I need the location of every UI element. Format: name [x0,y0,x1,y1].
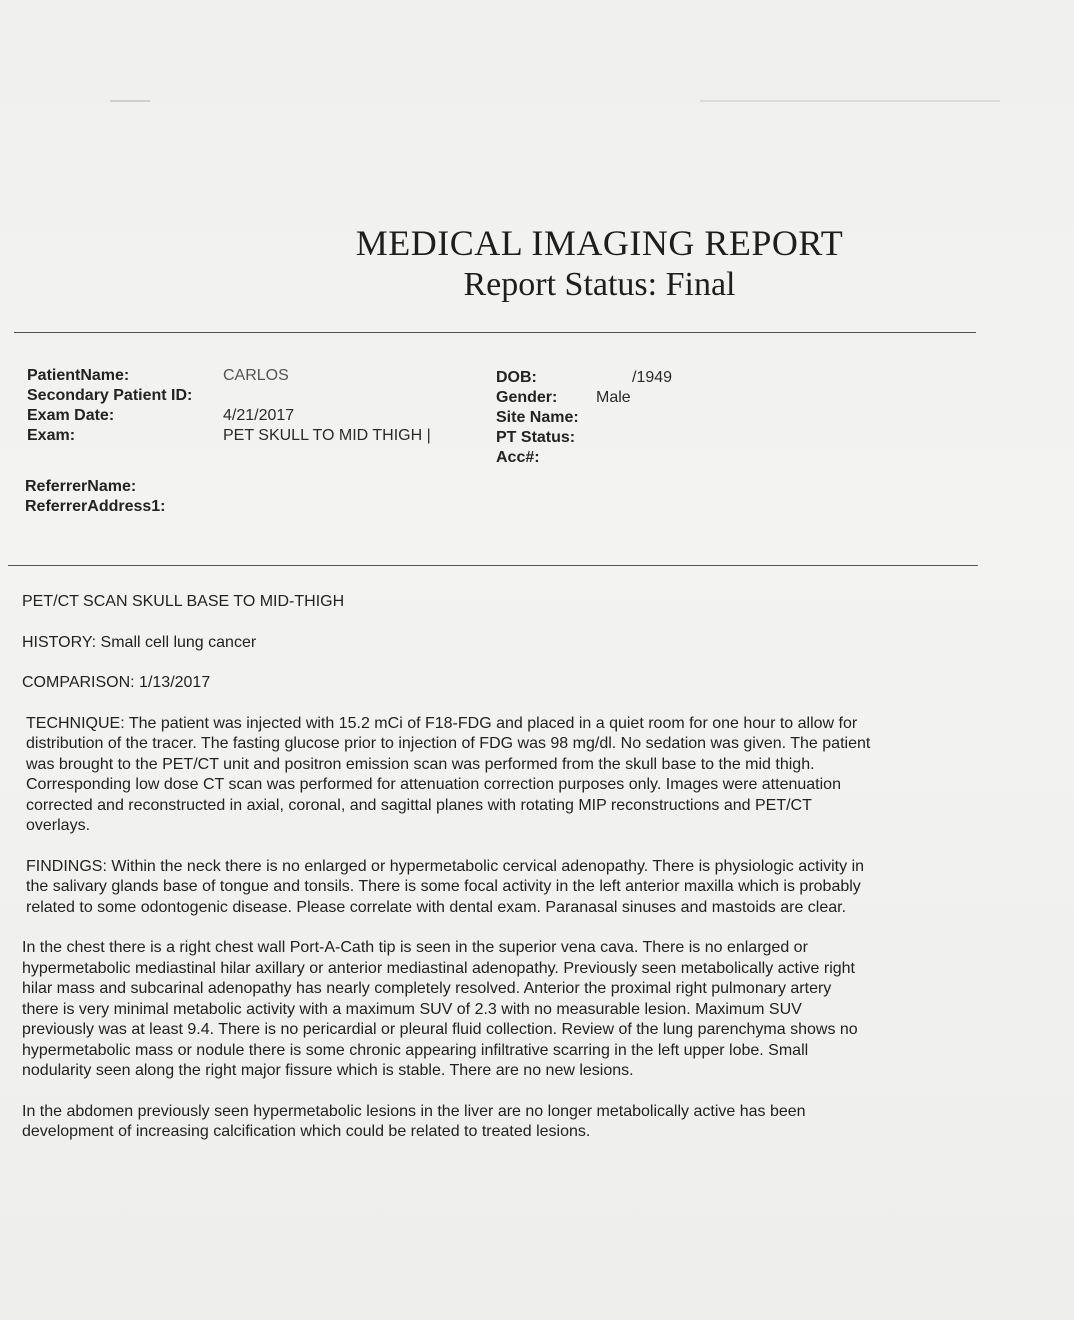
top-divider [14,332,976,333]
report-title: MEDICAL IMAGING REPORT [355,223,844,263]
referrer-address-label: ReferrerAddress1: [25,498,166,515]
dob-label: DOB: [496,369,537,386]
report-status: Report Status: Final [463,266,736,303]
comparison-section: COMPARISON: 1/13/2017 [22,674,211,691]
faint-letterhead [110,100,150,102]
patient-fields-left [27,366,497,456]
pt-status-label: PT Status: [496,429,576,446]
referrer-name-label: ReferrerName: [25,478,137,495]
exam-value: PET SKULL TO MID THIGH | [223,427,431,444]
history-section: HISTORY: Small cell lung cancer [22,633,257,651]
chest-section: In the chest there is a right chest wall Port-A-Cath tip is seen in the superior vena cava. There is no enlarged or hypermetabolic mediastinal hilar axillary or anterior mediastinal adenopathy. Previously seen metabolically active right hilar mass and subcarinal adenopathy has nearly completely resolved. Anterior the proximal right pulmonary artery there is very minimal metabolic activity with a maximum SUV of 2.3 with no measurable lesion. Maximum SUV previously was at least 9.4. There is no pericardial or pleural fluid collection. Review of the lung parenchyma shows no hypermetabolic mass or nodule there is some chronic appearing infiltrative scarring in the left upper lobe. Small nodularity seen along the right major fissure which is stable. There are no new lesions. [22,939,858,1079]
middle-divider [8,565,978,566]
gender-label: Gender: [496,389,558,406]
patient-name-label: PatientName: [27,367,130,384]
referrer-fields [25,477,495,521]
patient-name-value: CARLOS [223,367,289,384]
abdomen-section: In the abdomen previously seen hypermetabolic lesions in the liver are no longer metabolically active has been development of increasing calcification which could be related to treated lesions. [22,1102,806,1140]
exam-date-value: 4/21/2017 [223,407,295,424]
gender-value: Male [596,389,631,406]
exam-date-label: Exam Date: [27,407,115,424]
report-title-block [0,222,1074,304]
site-name-label: Site Name: [496,409,579,426]
exam-label: Exam: [27,427,76,444]
faint-letterhead-right [700,100,1000,102]
acc-label: Acc#: [496,449,540,466]
dob-value: /1949 [632,369,673,386]
secondary-id-label: Secondary Patient ID: [27,387,193,404]
scan-heading: PET/CT SCAN SKULL BASE TO MID-THIGH [22,593,345,610]
findings-section: FINDINGS: Within the neck there is no enlarged or hypermetabolic cervical adenopathy. There is physiologic activity in the salivary glands base of tongue and tonsils. There is some focal activity in the left anterior maxilla which is probably related to some odontogenic disease. Please correlate with dental exam. Paranasal sinuses and mastoids are clear. [26,857,865,916]
technique-section: TECHNIQUE: The patient was injected with 15.2 mCi of F18-FDG and placed in a quiet room for one hour to allow for distribution of the tracer. The fasting glucose prior to injection of FDG was 98 mg/dl. No sedation was given. The patient was brought to the PET/CT unit and positron emission scan was performed from the skull base to the mid thigh. Corresponding low dose CT scan was performed for attenuation correction purposes only. Images were attenuation corrected and reconstructed in axial, coronal, and sagittal planes with rotating MIP reconstructions and PET/CT overlays. [26,714,871,834]
report-body [22,592,872,1163]
patient-fields-right [496,368,796,468]
